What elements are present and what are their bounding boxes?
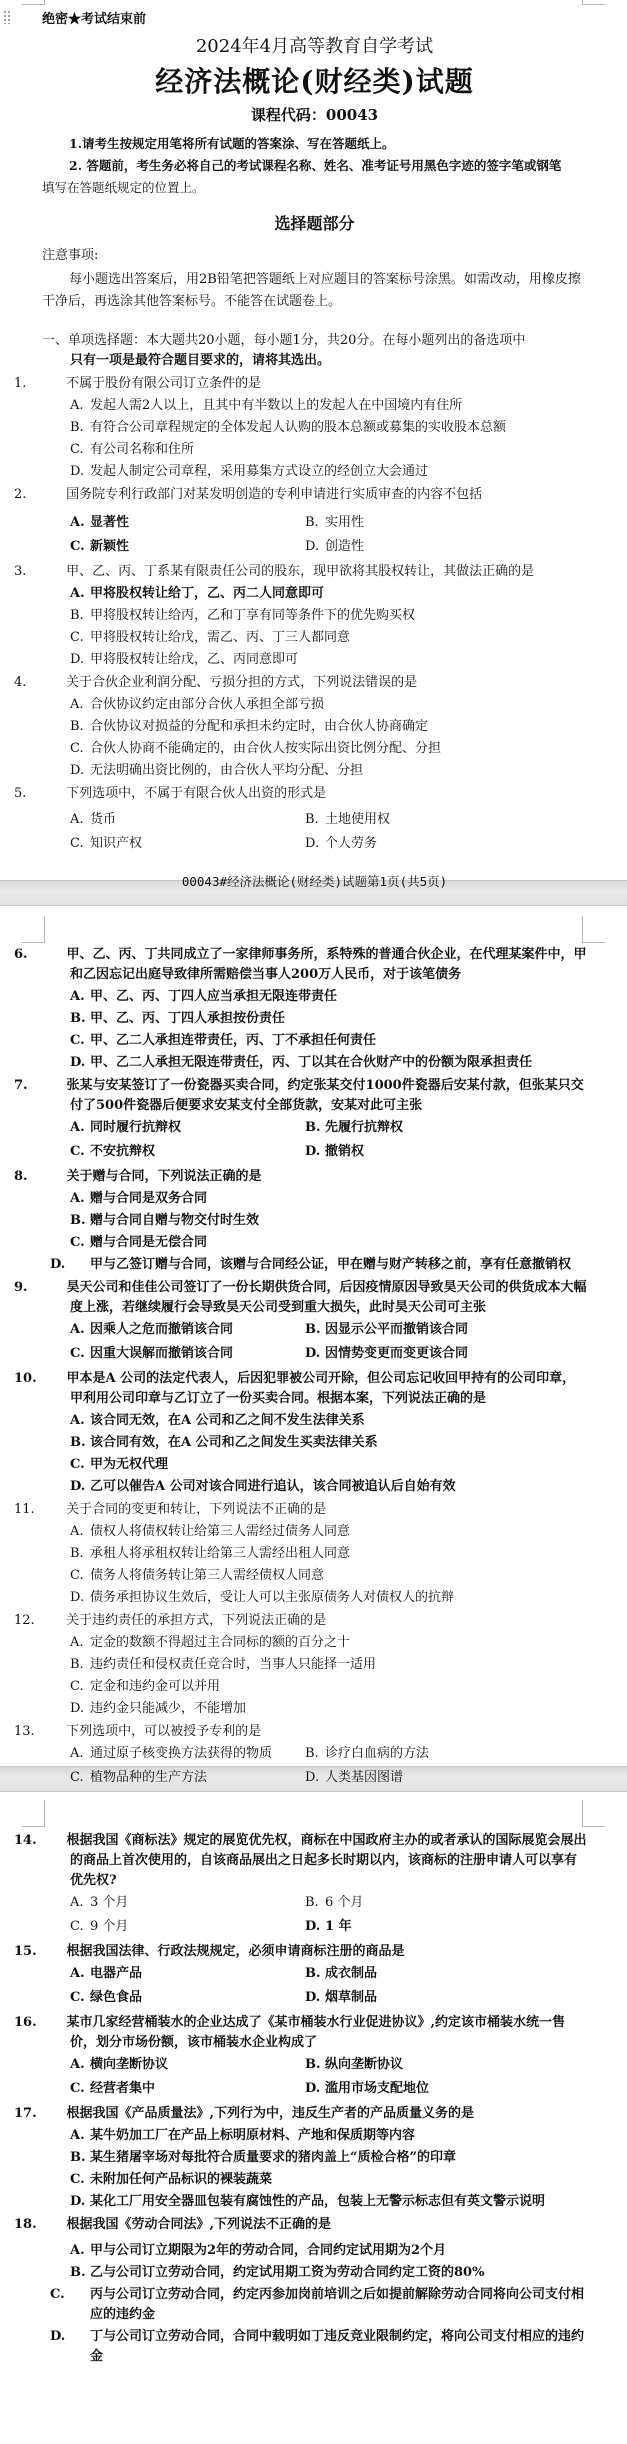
main-title: 经济法概论(财经类)试题 (155, 65, 474, 98)
option: B. 因显示公平而撤销该合同 (305, 1322, 469, 1337)
question-12: 12. 关于违约责任的承担方式，下列说法正确的是 (14, 1613, 327, 1628)
question-11: 11. 关于合同的变更和转让，下列说法不正确的是 (14, 1502, 327, 1517)
option: A. 合伙协议约定由部分合伙人承担全部亏损 (70, 697, 325, 712)
section-title: 选择题部分 (274, 214, 355, 233)
question-13: 13. 下列选项中，可以被授予专利的是 (14, 1724, 262, 1739)
option: D. 人类基因图谱 (305, 1770, 404, 1785)
option: B. 赠与合同自赠与物交付时生效 (70, 1213, 260, 1228)
option: B. 甲将股权转让给丙，乙和丁享有同等条件下的优先购买权 (70, 608, 416, 623)
option: A. 货币 (70, 812, 117, 827)
option: B. 甲、乙、丙、丁四人承担按份责任 (70, 1011, 286, 1026)
option: A. 甲与公司订立期限为2年的劳动合同，合同约定试用期为2个月 (70, 2243, 447, 2258)
option: B. 有符合公司章程规定的全体发起人认购的股本总额或募集的实收股本总额 (70, 420, 507, 435)
question-9: 9. 昊天公司和佳佳公司签订了一份长期供货合同，后因疫情原因导致昊天公司的供货成本大幅度上涨，若继续履行会导致昊天公司受到重大损失，此时昊天公司可主张 (14, 1280, 587, 1315)
option: A. 通过原子核变换方法获得的物质 (70, 1746, 273, 1761)
option: B. 乙与公司订立劳动合同，约定试用期工资为劳动合同约定工资的80% (70, 2265, 485, 2280)
option: C. 甲将股权转让给戊，需乙、丙、丁三人都同意 (70, 630, 351, 645)
question-10: 10. 甲本是A 公司的法定代表人，后因犯罪被公司开除，但公司忘记收回甲持有的公司印章，甲利用公司印章与乙订立了一份买卖合同。根据本案，下列说法正确的是 (14, 1371, 576, 1406)
rule-2-cont: 填写在答题纸规定的位置上。 (42, 180, 205, 195)
option: B. 6 个月 (305, 1895, 364, 1910)
question-18: 18. 根据我国《劳动合同法》,下列说法不正确的是 (14, 2217, 332, 2232)
option: C. 9 个月 (70, 1919, 129, 1934)
question-16: 16. 某市几家经营桶装水的企业达成了《某市桶装水行业促进协议》,约定该市桶装水统一售价，划分市场份额，该市桶装水企业构成了 (14, 2015, 566, 2050)
option: C. 植物品种的生产方法 (70, 1770, 208, 1785)
option: C. 新颖性 (70, 539, 130, 554)
option: A. 赠与合同是双务合同 (70, 1191, 208, 1206)
option: C. 未附加任何产品标识的裸装蔬菜 (70, 2172, 273, 2187)
question-5: 5. 下列选项中，不属于有限合伙人出资的形式是 (14, 786, 327, 801)
option: C. 知识产权 (70, 836, 143, 851)
option: B. 先履行抗辩权 (305, 1120, 404, 1135)
option: C. 甲为无权代理 (70, 1457, 169, 1472)
page-2 (0, 906, 627, 1785)
rule-1: 1.请考生按规定用笔将所有试题的答案涂、写在答题纸上。 (69, 136, 395, 151)
notes-text: 每小题选出答案后，用2B铅笔把答题纸上对应题目的答案标号涂黑。如需改动，用橡皮擦干净后，再选涂其他答案标号。不能答在试题卷上。 (42, 272, 581, 309)
question-1: 1. 不属于股份有限公司订立条件的是 (14, 376, 262, 391)
question-7: 7. 张某与安某签订了一份瓷器买卖合同，约定张某交付1000件瓷器后安某付款，但张某只交付了500件瓷器后便要求安某支付全部货款，安某对此可主张 (14, 1078, 584, 1113)
notes-label: 注意事项: (42, 248, 99, 263)
option: B. 土地使用权 (305, 812, 391, 827)
option: A. 3 个月 (70, 1895, 129, 1910)
option: B. 某生猪屠宰场对每批符合质量要求的猪肉盖上“质检合格”的印章 (70, 2150, 456, 2165)
margin-corner-mark (582, 916, 605, 943)
margin-corner-mark (22, 916, 45, 943)
exam-title: 2024年4月高等教育自学考试 (195, 36, 434, 57)
option: D. 创造性 (305, 539, 365, 554)
option: B. 纵向垄断协议 (305, 2057, 404, 2072)
option: C. 因重大误解而撤销该合同 (70, 1346, 234, 1361)
option: D. 个人劳务 (305, 836, 378, 851)
drag-handle-icon[interactable] (3, 10, 11, 24)
option: A. 某牛奶加工厂在产品上标明原材料、产地和保质期等内容 (70, 2128, 416, 2143)
option: C. 甲、乙二人承担连带责任，丙、丁不承担任何责任 (70, 1033, 377, 1048)
option: D. 1 年 (305, 1919, 352, 1934)
option: D. 无法明确出资比例的，由合伙人平均分配、分担 (70, 763, 364, 778)
course-code: 课程代码：00043 (250, 106, 379, 124)
question-14: 14. 根据我国《商标法》规定的展览优先权，商标在中国政府主办的或者承认的国际展览会展出的商品上首次使用的，自该商品展出之日起多长时期以内，该商标的注册申请人可以享有优先权? (14, 1833, 587, 1888)
option: A. 发起人需2人以上，且其中有半数以上的发起人在中国境内有住所 (70, 398, 463, 413)
page-3 (0, 1792, 627, 2364)
question-4: 4. 关于合伙企业利润分配、亏损分担的方式，下列说法错误的是 (14, 675, 418, 690)
option: C. 有公司名称和住所 (70, 442, 195, 457)
part-heading: 一、单项选择题：本大题共20小题，每小题1分，共20分。在每小题列出的备选项中 只有一项是最符合题目要求的，请将其选出。 (42, 333, 526, 368)
option: B. 合伙协议对损益的分配和承担未约定时，由合伙人协商确定 (70, 719, 429, 734)
option: D. 丁与公司订立劳动合同，合同中载明如丁违反竞业限制约定，将向公司支付相应的违约金 (50, 2329, 585, 2364)
option: D. 债务承担协议生效后，受让人可以主张原债务人对债权人的抗辩 (70, 1590, 455, 1605)
option: A. 显著性 (70, 515, 130, 530)
option: B. 该合同有效，在A 公司和乙之间发生买卖法律关系 (70, 1435, 378, 1450)
secret-mark: 绝密★考试结束前 (42, 12, 147, 27)
option: A. 甲、乙、丙、丁四人应当承担无限连带责任 (70, 989, 338, 1004)
option: A. 因乘人之危而撤销该合同 (70, 1322, 234, 1337)
margin-corner-mark (22, 1800, 45, 1827)
margin-corner-mark (582, 1800, 605, 1827)
option: C. 不安抗辩权 (70, 1144, 156, 1159)
option: D. 因情势变更而变更该合同 (305, 1346, 469, 1361)
option: C. 赠与合同是无偿合同 (70, 1235, 208, 1250)
option: B. 实用性 (305, 515, 365, 530)
option: A. 横向垄断协议 (70, 2057, 169, 2072)
option: A. 债权人将债权转让给第三人需经过债务人同意 (70, 1524, 351, 1539)
option: C. 定金和违约金可以并用 (70, 1679, 221, 1694)
option: D. 烟草制品 (305, 1990, 378, 2005)
option: A. 该合同无效，在A 公司和乙之间不发生法律关系 (70, 1413, 365, 1428)
question-17: 17. 根据我国《产品质量法》,下列行为中，违反生产者的产品质量义务的是 (14, 2106, 475, 2121)
option: A. 定金的数额不得超过主合同标的额的百分之十 (70, 1635, 351, 1650)
option: D. 乙可以催告A 公司对该合同进行追认，该合同被追认后自始有效 (70, 1479, 456, 1494)
option: B. 成衣制品 (305, 1966, 378, 1981)
question-2: 2. 国务院专利行政部门对某发明创造的专利申请进行实质审查的内容不包括 (14, 487, 483, 502)
option: A. 电器产品 (70, 1966, 143, 1981)
option: C. 债务人将债务转让第三人需经债权人同意 (70, 1568, 325, 1583)
option: D. 甲、乙二人承担无限连带责任，丙、丁以其在合伙财产中的份额为限承担责任 (70, 1055, 533, 1070)
option: C. 经营者集中 (70, 2081, 156, 2096)
option: D. 发起人制定公司章程，采用募集方式设立的经创立大会通过 (70, 464, 429, 479)
option: C. 合伙人协商不能确定的，由合伙人按实际出资比例分配、分担 (70, 741, 442, 756)
question-3: 3. 甲、乙、丙、丁系某有限责任公司的股东，现甲欲将其股权转让，其做法正确的是 (14, 564, 535, 579)
option: A. 甲将股权转让给丁，乙、丙二人同意即可 (70, 586, 325, 601)
option: D. 甲与乙签订赠与合同，该赠与合同经公证，甲在赠与财产转移之前，享有任意撤销权 (50, 1257, 572, 1272)
page-footer: 00043#经济法概论(财经类)试题第1页(共5页) (181, 874, 448, 889)
option: D. 撤销权 (305, 1144, 365, 1159)
option: C. 丙与公司订立劳动合同，约定丙参加岗前培训之后如提前解除劳动合同将向公司支付相应的违约金 (50, 2287, 585, 2322)
question-6: 6. 甲、乙、丙、丁共同成立了一家律师事务所，系特殊的普通合伙企业，在代理某案件中，甲和乙因忘记出庭导致律所需赔偿当事人200万人民币，对于该笔债务 (14, 947, 587, 982)
option: D. 某化工厂用安全器皿包装有腐蚀性的产品，包装上无警示标志但有英文警示说明 (70, 2194, 546, 2209)
margin-corner-mark (22, 0, 45, 5)
option: D. 甲将股权转让给戊，乙、丙同意即可 (70, 652, 299, 667)
margin-corner-mark (582, 0, 605, 5)
rule-2: 2. 答题前，考生务必将自己的考试课程名称、姓名、准考证号用黑色字迹的签字笔或钢笔 (69, 158, 562, 173)
option: D. 违约金只能减少，不能增加 (70, 1701, 247, 1716)
question-8: 8. 关于赠与合同，下列说法正确的是 (14, 1169, 262, 1184)
option: B. 违约责任和侵权责任竞合时，当事人只能择一适用 (70, 1657, 377, 1672)
option: B. 诊疗白血病的方法 (305, 1746, 430, 1761)
option: B. 承租人将承租权转让给第三人需经出租人同意 (70, 1546, 351, 1561)
option: D. 滥用市场支配地位 (305, 2081, 430, 2096)
page-1 (0, 0, 627, 889)
option: C. 绿色食品 (70, 1990, 143, 2005)
option: A. 同时履行抗辩权 (70, 1120, 182, 1135)
question-15: 15. 根据我国法律、行政法规规定，必须申请商标注册的商品是 (14, 1944, 405, 1959)
